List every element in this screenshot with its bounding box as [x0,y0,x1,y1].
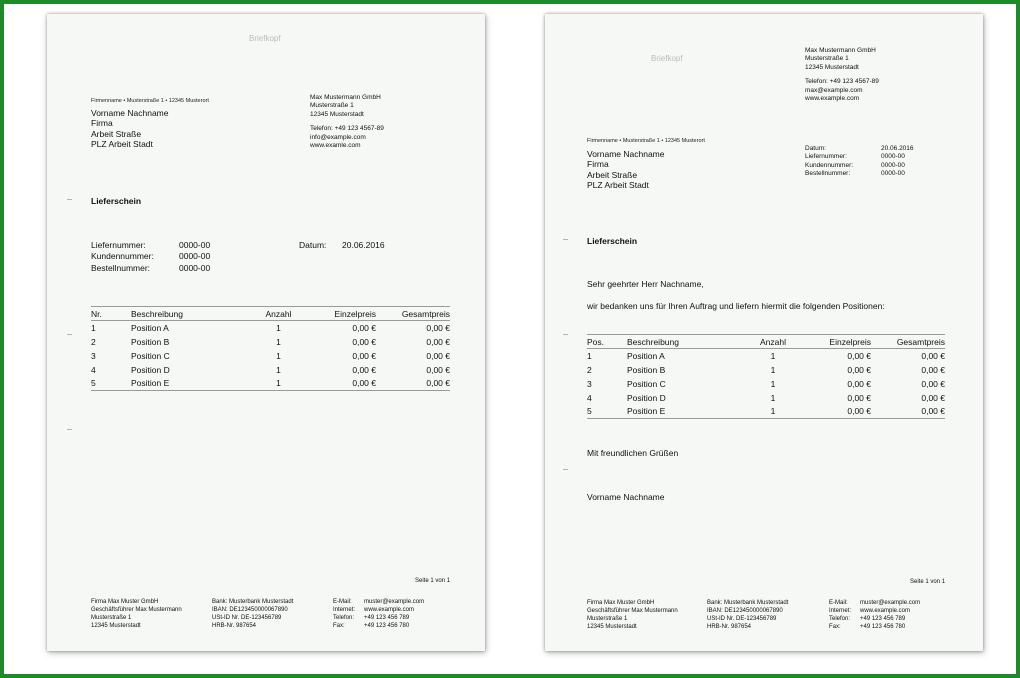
company-email: max@example.com [805,86,863,94]
footer-line: IBAN: DE123450000067890 [707,607,783,614]
meta-label: Kundennummer: [91,251,154,262]
cell: 3 [587,378,592,389]
table-row [587,363,945,377]
meta-value: 20.06.2016 [881,145,914,152]
letterhead-placeholder: Briefkopf [249,34,281,43]
cell: 1 [587,350,592,361]
footer-label: Fax: [333,622,345,629]
recipient-address [91,108,169,149]
cell: 0,00 € [921,392,945,403]
cell: 2 [587,364,592,375]
cell: 1 [745,405,801,419]
cell: 1 [770,350,776,361]
company-block [310,94,384,150]
col-header: Nr. [91,307,131,321]
sender-line: Firmenname • Musterstraße 1 • 12345 Musterort [587,138,705,144]
table-row [587,391,945,405]
footer-line: Geschäftsführer Max Mustermann [91,606,182,613]
signature: Vorname Nachname [587,492,665,502]
recipient-city: PLZ Arbeit Stadt [587,179,649,190]
cell: 4 [587,392,592,403]
cell: 0,00 € [847,378,871,389]
meta-label: Bestellnummer: [805,170,851,178]
footer-company [587,600,707,632]
table-row [587,349,945,363]
cell: Position B [627,364,666,375]
table-row [91,377,450,391]
meta-label: Datum: [805,145,826,152]
footer-value: +49 123 456 780 [860,623,906,630]
cell: 1 [91,322,96,333]
cell: 0,00 € [426,336,450,347]
cell: Position D [131,364,170,375]
footer-line: Musterstraße 1 [587,615,628,622]
footer-value: muster@example.com [860,600,921,606]
positions-table [91,306,450,391]
table-row [91,335,450,349]
recipient-street: Arbeit Straße [91,128,142,139]
company-website: www.example.com [805,95,860,103]
meta-label: Kundennummer: [805,161,854,169]
cell: 5 [587,405,627,419]
company-street: Musterstraße 1 [805,55,849,63]
cell: Position A [627,350,665,361]
footer-label: Telefon: [829,615,851,622]
footer-line: USt-ID Nr. DE-123456789 [707,615,777,622]
company-phone: Telefon: +49 123 4567-89 [310,125,384,133]
company-email: info@example.com [310,133,366,141]
company-street: Musterstraße 1 [310,102,354,110]
footer-value: +49 123 456 780 [364,622,410,629]
col-header: Pos. [587,335,627,349]
meta-value: 0000-00 [881,161,905,169]
cell: 0,00 € [306,377,376,391]
recipient-address [587,149,665,190]
footer-line: HRB-Nr. 987654 [707,623,752,630]
cell: 1 [276,336,281,347]
recipient-city: PLZ Arbeit Stadt [91,138,153,149]
date-field [299,240,385,251]
closing: Mit freundlichen Grüßen [587,448,679,458]
footer-line: 12345 Musterstadt [91,622,141,629]
col-header: Anzahl [745,335,801,349]
meta-label: Liefernummer: [91,240,146,250]
fold-mark [563,239,568,240]
footer [587,600,947,632]
company-block [805,47,879,103]
meta-label: Liefernummer: [805,153,847,161]
cell: 5 [91,377,131,391]
table-header-row [91,307,450,321]
footer-value: muster@example.com [364,599,425,605]
meta-label: Bestellnummer: [91,262,151,273]
table-row [91,349,450,363]
footer-value: +49 123 456 789 [364,614,410,621]
footer-contact [333,599,424,631]
meta-value: 0000-00 [179,240,211,250]
cell: 1 [276,322,281,333]
footer-label: Internet: [333,606,356,613]
page-number: Seite 1 von 1 [910,579,946,585]
footer [91,599,451,631]
company-city: 12345 Musterstadt [805,63,859,71]
delivery-meta [91,240,210,274]
recipient-street: Arbeit Straße [587,169,638,180]
cell: 0,00 € [352,350,376,361]
recipient-name: Vorname Nachname [587,149,665,159]
cell: 0,00 € [376,377,450,391]
document-title: Lieferschein [91,196,142,206]
document-title: Lieferschein [587,236,638,246]
company-name: Max Mustermann GmbH [310,94,381,101]
cell: 0,00 € [921,364,945,375]
positions-table [587,334,945,419]
table-header-row [587,335,945,349]
cell: 0,00 € [352,336,376,347]
cell: Position C [131,350,170,361]
footer-line: Bank: Musterbank Musterstadt [707,600,789,606]
document-page-1 [47,14,485,651]
footer-company [91,599,212,631]
recipient-company: Firma [587,159,609,170]
fold-mark [67,429,72,430]
fold-mark [563,469,568,470]
col-header: Beschreibung [131,307,251,321]
company-phone: Telefon: +49 123 4567-89 [805,78,879,86]
footer-label: E-Mail: [333,599,352,605]
footer-line: 12345 Musterstadt [587,623,637,630]
footer-line: Musterstraße 1 [91,614,132,621]
table-row [587,377,945,391]
cell: 0,00 € [921,378,945,389]
cell: Position E [627,405,745,419]
company-name: Max Mustermann GmbH [805,47,876,54]
meta-value: 0000-00 [179,251,211,262]
cell: 0,00 € [426,322,450,333]
footer-label: Telefon: [333,614,355,621]
page-number: Seite 1 von 1 [415,578,451,584]
date-value: 20.06.2016 [342,240,385,250]
col-header: Einzelpreis [801,335,871,349]
meta-value: 0000-00 [881,153,905,161]
cell: 0,00 € [847,392,871,403]
recipient-name: Vorname Nachname [91,108,169,118]
cell: 1 [276,364,281,375]
punch-mark [67,334,72,335]
document-page-2 [545,14,983,651]
intro-text: wir bedanken uns für Ihren Auftrag und liefern hiermit die folgenden Positionen: [587,301,885,311]
company-city: 12345 Musterstadt [310,110,364,118]
letterhead-placeholder: Briefkopf [651,54,683,63]
cell: 1 [770,392,776,403]
footer-bank [707,600,829,632]
table-row [91,321,450,335]
cell: 0,00 € [921,350,945,361]
footer-line: IBAN: DE123450000067890 [212,606,288,613]
col-header: Beschreibung [627,335,745,349]
cell: Position B [131,336,170,347]
sender-line: Firmenname • Musterstraße 1 • 12345 Musterort [91,98,209,104]
cell: Position D [627,392,666,403]
footer-label: E-Mail: [829,600,848,606]
footer-bank [212,599,333,631]
col-header: Gesamtpreis [376,307,450,321]
cell: 0,00 € [871,405,945,419]
footer-line: Firma Max Muster GmbH [91,599,159,605]
recipient-company: Firma [91,118,113,129]
cell: 0,00 € [801,405,871,419]
col-header: Einzelpreis [306,307,376,321]
col-header: Gesamtpreis [871,335,945,349]
cell: 4 [91,364,96,375]
footer-label: Internet: [829,607,852,614]
footer-line: USt-ID Nr. DE-123456789 [212,614,282,621]
footer-line: Geschäftsführer Max Mustermann [587,607,678,614]
footer-line: Bank: Musterbank Musterstadt [212,599,294,605]
footer-value: www.example.com [364,606,415,613]
footer-label: Fax: [829,623,841,630]
cell: 0,00 € [426,364,450,375]
cell: 0,00 € [847,350,871,361]
cell: 2 [91,336,96,347]
fold-mark [67,199,72,200]
table-row [587,405,945,419]
footer-value: +49 123 456 789 [860,615,906,622]
company-website: www.examle.com [310,142,361,150]
cell: 1 [770,378,776,389]
cell: 0,00 € [352,322,376,333]
date-label: Datum: [299,240,327,250]
cell: 0,00 € [352,364,376,375]
meta-value: 0000-00 [881,170,905,178]
punch-mark [563,334,568,335]
cell: 1 [251,377,306,391]
cell: 3 [91,350,96,361]
footer-line: Firma Max Muster GmbH [587,600,655,606]
footer-value: www.example.com [860,607,911,614]
footer-contact [829,600,920,632]
cell: Position E [131,377,251,391]
meta-value: 0000-00 [179,262,211,273]
cell: 0,00 € [847,364,871,375]
table-row [91,363,450,377]
cell: Position C [627,378,666,389]
cell: 1 [276,350,281,361]
cell: Position A [131,322,169,333]
cell: 1 [770,364,776,375]
col-header: Anzahl [251,307,306,321]
greeting: Sehr geehrter Herr Nachname, [587,279,704,289]
footer-line: HRB-Nr. 987654 [212,622,257,629]
delivery-meta [805,145,914,179]
cell: 0,00 € [426,350,450,361]
